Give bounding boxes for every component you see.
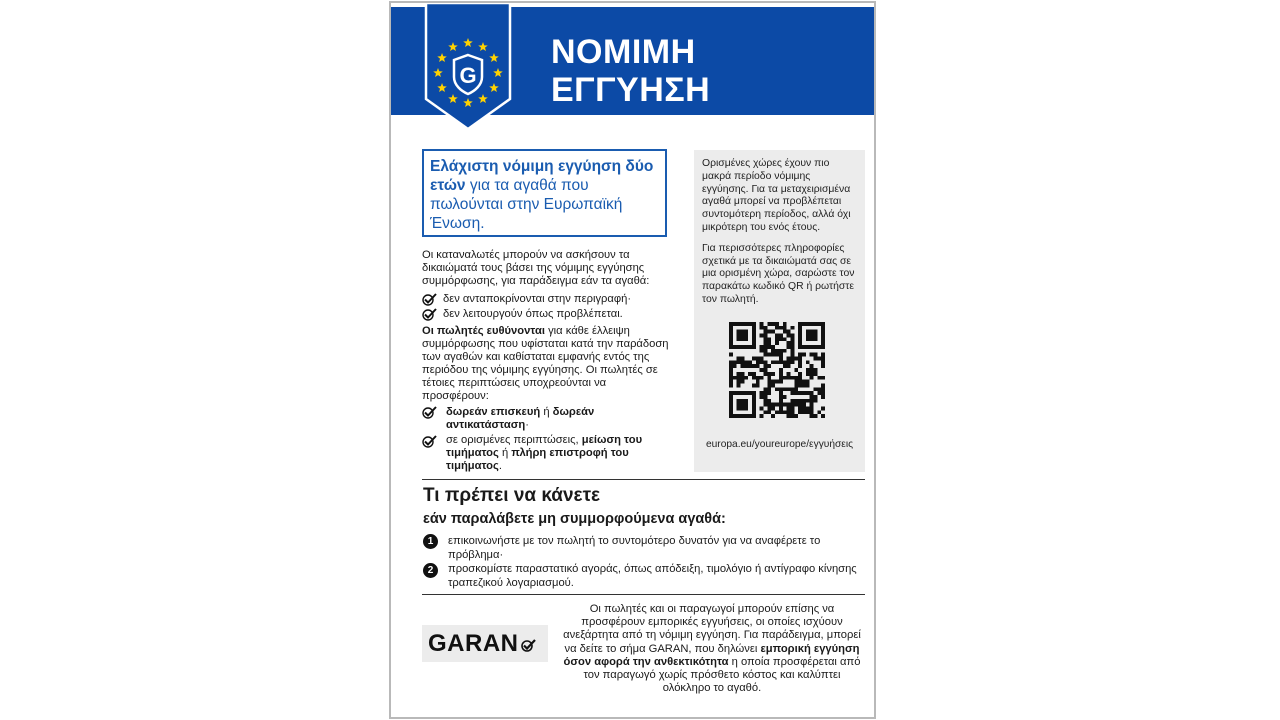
commercial-text-1: Οι πωλητές και οι παραγωγοί μπορούν επίσης να προσφέρουν εμπορικές εγγυήσεις, οι οποίες ισχύουν ανεξάρτητα από τη νόμιμη εγγύηση. Για παράδειγμα, μπορεί να δείτε το σήμα GARAN, που δηλώνει [563, 603, 861, 655]
side-paragraph-1: Ορισμένες χώρες έχουν πιο μακρά περίοδο νόμιμης εγγύησης. Για τα μεταχειρισμένα αγαθά μπορεί να προβλέπεται συντομότερη περίοδος, αλλά όχι μικρότερη του ενός έτους. [702, 158, 851, 233]
consumer-item-2: δεν λειτουργούν όπως προβλέπεται. [443, 308, 623, 320]
side-paragraph-2: Για περισσότερες πληροφορίες σχετικά με τα δικαιώματά σας σε μια ορισμένη χώρα, σαρώστε τον παρακάτω κωδικό QR ή ρωτήστε τον πωλητή. [702, 242, 855, 305]
remedy-repair: δωρεάν επισκευή [446, 406, 541, 418]
checkmark-icon [422, 405, 438, 419]
remedy2-punct: . [498, 460, 502, 472]
checkmark-icon [422, 307, 438, 321]
info-url[interactable]: europa.eu/youreurope/εγγυήσεις [705, 439, 854, 450]
eu-guarantee-shield-icon [422, 3, 514, 131]
checkmark-icon [422, 434, 438, 448]
legal-guarantee-notice [389, 1, 876, 719]
commercial-guarantee-text [559, 603, 865, 695]
qr-modules [729, 322, 825, 418]
divider [422, 594, 865, 595]
page-title [551, 33, 710, 109]
sellers-text: για κάθε έλλειψη συμμόρφωσης που υφίσταται κατά την παράδοση των αγαθών και καθίσταται εμφανής εντός της περιόδου της νόμιμης εγγύησης. Οι πωλητές σε τέτοιες περιπτώσεις υποχρεούνται να προσφέρουν: [422, 325, 669, 402]
title-line-1: ΝΟΜΙΜΗ [551, 33, 696, 71]
consumers-paragraph: Οι καταναλωτές μπορούν να ασκήσουν τα δικαιώματά τους βάσει της νόμιμης εγγύησης συμμόρφωσης, για παράδειγμα εάν τα αγαθά: [422, 249, 650, 287]
intro-rest: για τα αγαθά που πωλούνται στην Ευρωπαϊκή Ένωση. [430, 177, 623, 232]
intro-box [422, 149, 667, 237]
remedy2-connector: ή [498, 447, 512, 459]
step-number-badge: 2 [423, 563, 438, 578]
garan-logo-text: GARAN [428, 630, 519, 657]
remedy-connector: ή [540, 406, 553, 418]
remedy2-lead: σε ορισμένες περιπτώσεις, [446, 434, 582, 446]
checkmark-icon [422, 292, 438, 306]
shield-letter: G [459, 63, 477, 88]
title-line-2: ΕΓΓΥΗΣΗ [551, 71, 711, 109]
garan-check-icon [521, 638, 537, 652]
side-info-panel [694, 150, 865, 472]
remedy-replacement: δωρεάν αντικατάσταση [446, 406, 595, 431]
remedy-price-reduction: μείωση του τιμήματος [446, 434, 643, 459]
intro-bold: Ελάχιστη νόμιμη εγγύηση δύο ετών [430, 158, 654, 194]
sellers-bold-lead: Οι πωλητές ευθύνονται [422, 325, 545, 337]
what-to-do-heading: Τι πρέπει να κάνετε [423, 485, 601, 506]
qr-code[interactable] [729, 322, 825, 418]
step-1-text: επικοινωνήστε με τον πωλητή το συντομότερο δυνατόν για να αναφέρετε το πρόβλημα· [448, 535, 821, 561]
remedy-punct: · [525, 419, 529, 431]
remedy-full-refund: πλήρη επιστροφή του τιμήματος [446, 447, 629, 472]
remedy-item-1 [446, 406, 616, 432]
what-to-do-subheading: εάν παραλάβετε μη συμμορφούμενα αγαθά: [423, 511, 726, 527]
commercial-bold: εμπορική εγγύηση όσον αφορά την ανθεκτικότητα [563, 642, 860, 668]
consumer-item-1: δεν ανταποκρίνονται στην περιγραφή· [443, 293, 632, 305]
remedy-item-2 [446, 434, 658, 473]
sellers-paragraph [422, 325, 674, 403]
divider [422, 479, 865, 480]
commercial-text-2: η οποία προσφέρεται από τον παραγωγό χωρίς πρόσθετο κόστος και καλύπτει ολόκληρο το αγαθό. [583, 655, 861, 695]
step-number-badge: 1 [423, 534, 438, 549]
step-2-text: προσκομίστε παραστατικό αγοράς, όπως απόδειξη, τιμολόγιο ή αντίγραφο κίνησης τραπεζικού λογαριασμού. [448, 563, 857, 589]
garan-logo [422, 625, 548, 662]
